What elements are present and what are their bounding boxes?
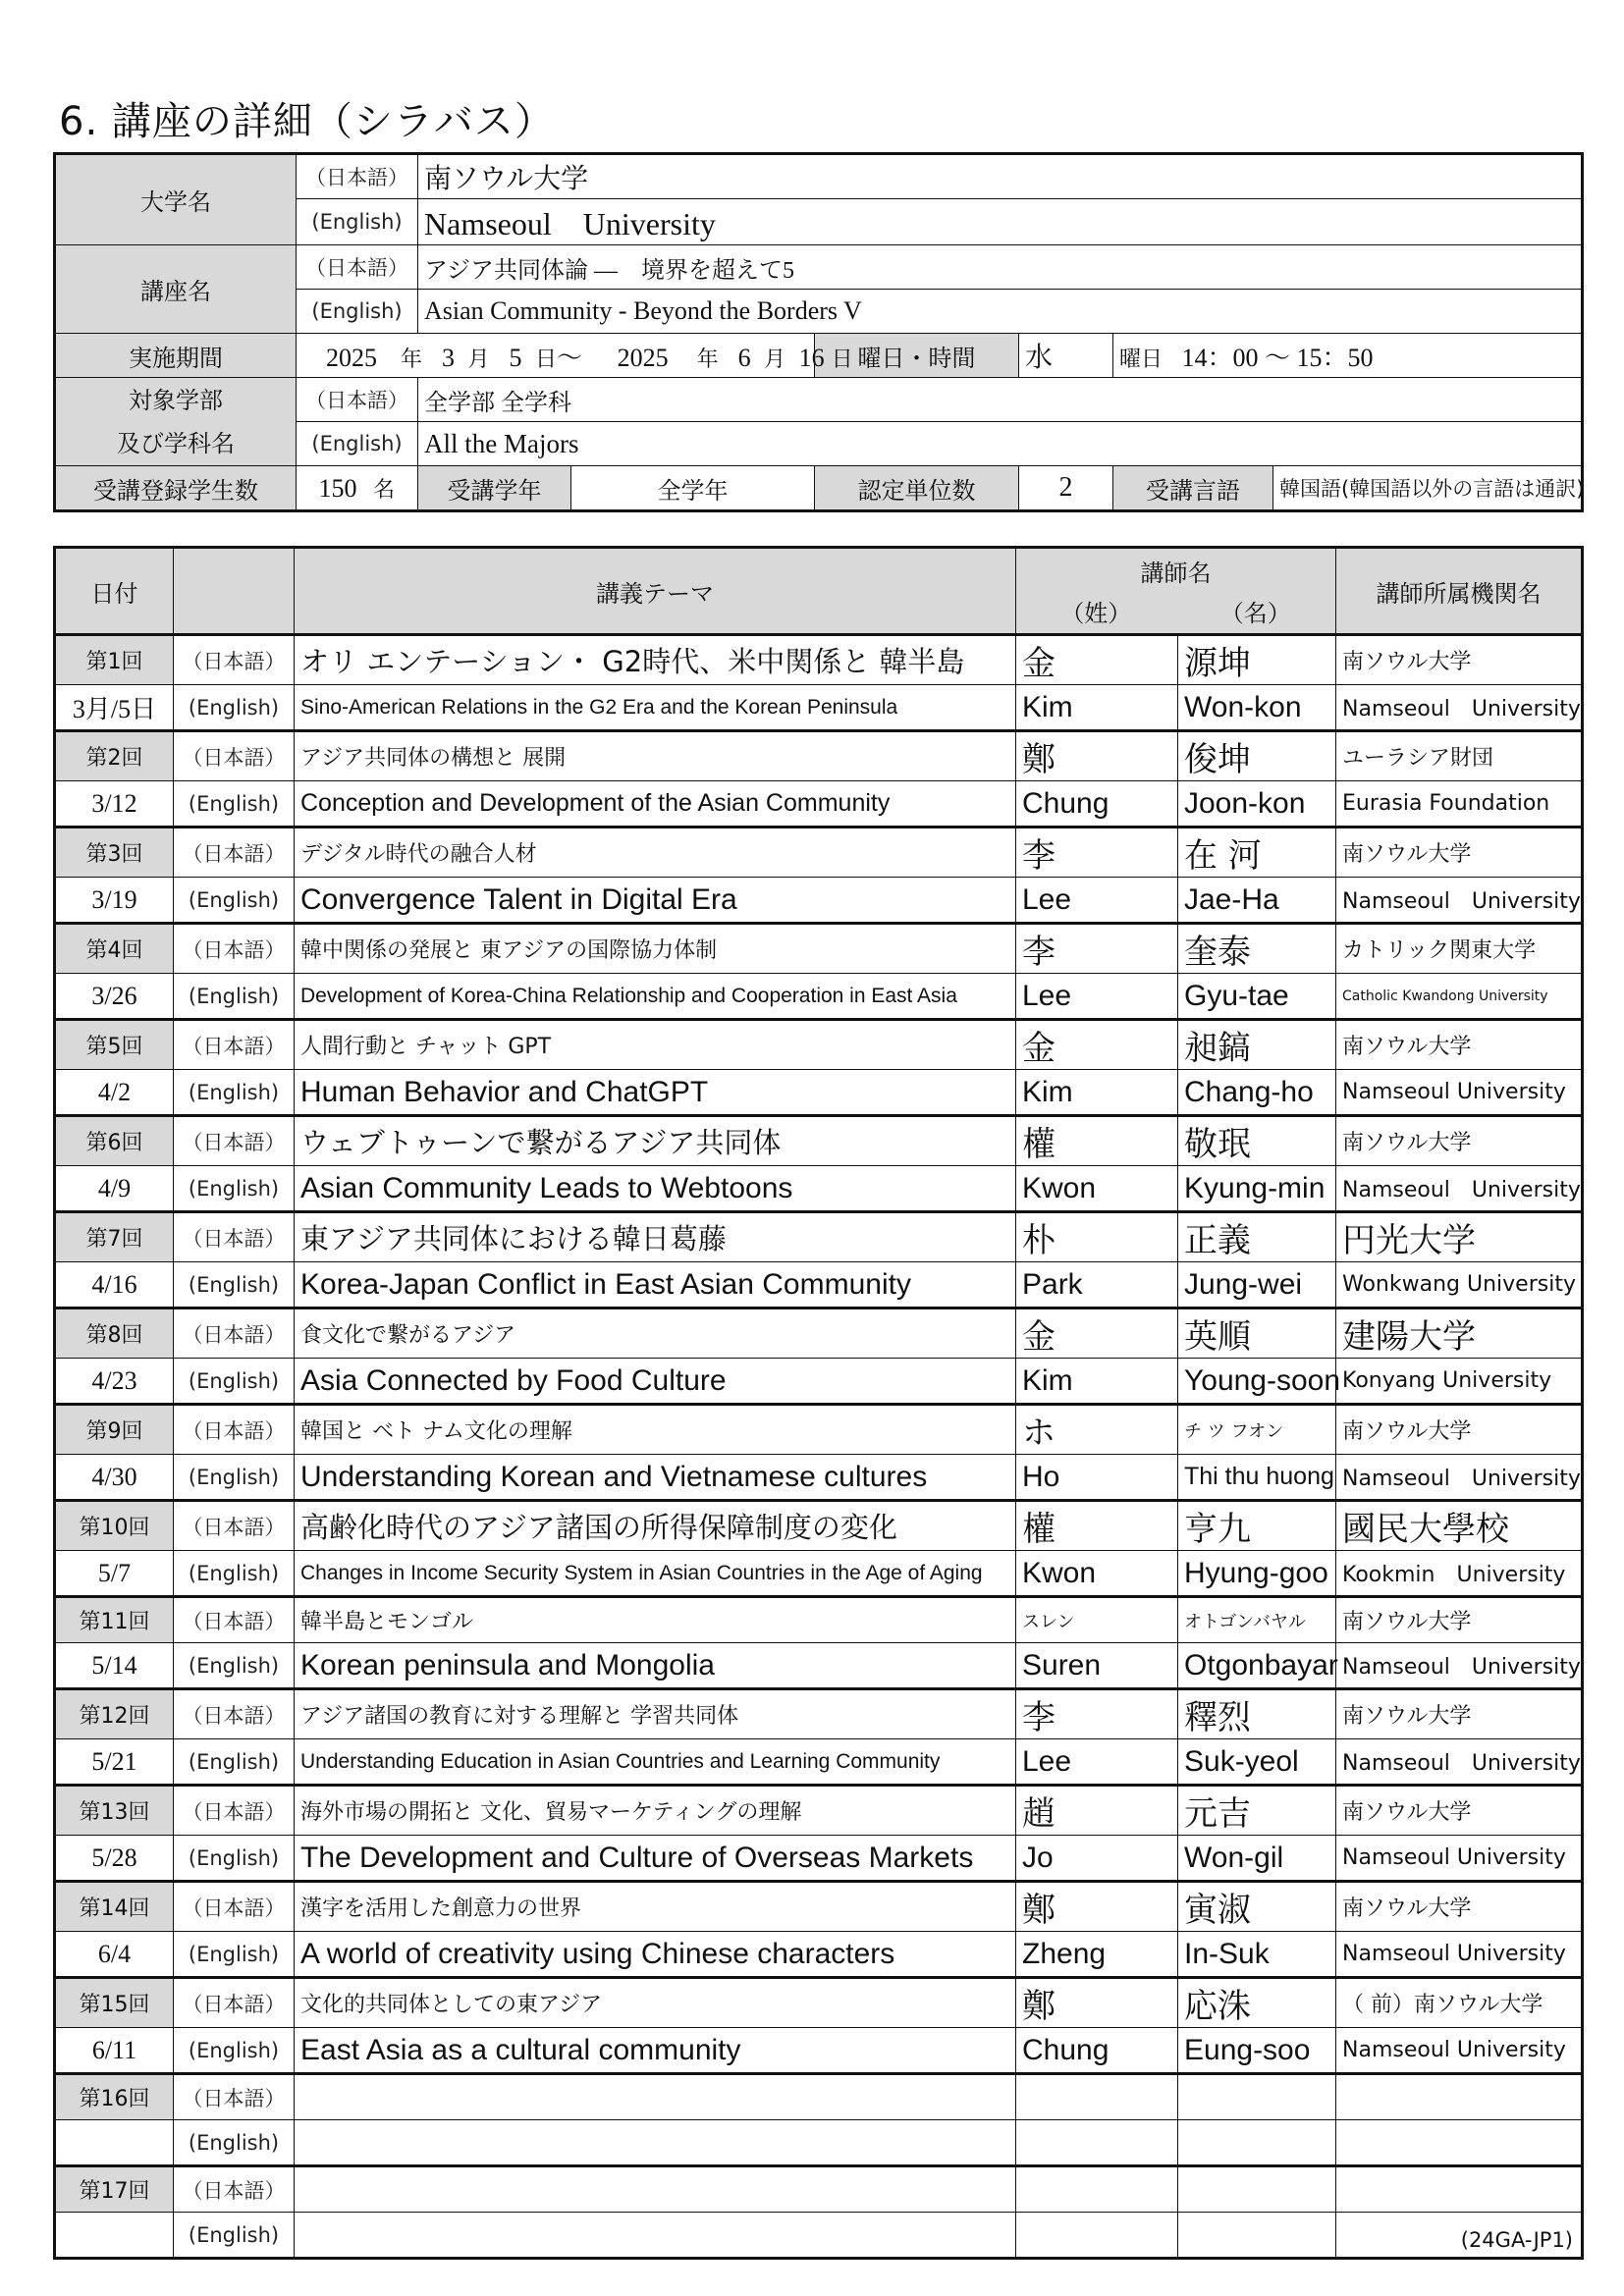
lecture-row-en <box>55 1166 1583 1212</box>
theme-ja: アジア共同体の構想と 展開 <box>295 731 1016 781</box>
lang-en-label: (English) <box>174 2028 295 2074</box>
lecture-row-ja <box>55 1786 1583 1836</box>
surname-en: Kim <box>1016 1070 1178 1116</box>
lecture-number: 第17回 <box>55 2166 174 2213</box>
lecture-number: 第11回 <box>55 1597 174 1643</box>
lecture-row-en <box>55 781 1583 828</box>
affiliation-ja: 南ソウル大学 <box>1336 1786 1583 1836</box>
theme-en: Asia Connected by Food Culture <box>295 1359 1016 1405</box>
lecture-number: 第4回 <box>55 924 174 974</box>
affiliation-ja: ユーラシア財団 <box>1336 731 1583 781</box>
affiliation-ja <box>1336 2074 1583 2120</box>
lecture-date: 6/11 <box>55 2028 174 2074</box>
lang-ja-label: （日本語） <box>174 731 295 781</box>
surname-en: Chung <box>1016 781 1178 828</box>
lang-en-label: (English) <box>297 290 418 334</box>
lang-ja-label: （日本語） <box>297 154 418 199</box>
theme-ja: 人間行動と チャット GPT <box>295 1020 1016 1070</box>
lang-ja-label: （日本語） <box>174 1501 295 1551</box>
lang-en-label: (English) <box>174 1643 295 1689</box>
theme-ja: 韓半島とモンゴル <box>295 1597 1016 1643</box>
given-ja: 俊坤 <box>1178 731 1336 781</box>
surname-ja: 鄭 <box>1016 1978 1178 2028</box>
given-en <box>1178 2120 1336 2166</box>
affiliation-ja: （ 前）南ソウル大学 <box>1336 1978 1583 2028</box>
given-en: Won-gil <box>1178 1836 1336 1882</box>
lang-en-label: (English) <box>174 685 295 731</box>
surname-ja: 李 <box>1016 1689 1178 1739</box>
given-en: Gyu-tae <box>1178 974 1336 1020</box>
affiliation-ja: 建陽大学 <box>1336 1308 1583 1359</box>
surname-en: Kim <box>1016 685 1178 731</box>
given-en: Otgonbayar <box>1178 1643 1336 1689</box>
theme-header: 講義テーマ <box>295 548 1016 635</box>
given-ja: 寅淑 <box>1178 1882 1336 1932</box>
affiliation-en: Namseoul University <box>1336 2028 1583 2074</box>
lecture-date: 3/19 <box>55 878 174 924</box>
theme-en: Understanding Education in Asian Countries and Learning Community <box>295 1739 1016 1786</box>
students-unit: 名 <box>373 476 396 502</box>
theme-en <box>295 2120 1016 2166</box>
lecture-date: 4/23 <box>55 1359 174 1405</box>
lecture-number: 第15回 <box>55 1978 174 2028</box>
surname-en <box>1016 2213 1178 2259</box>
lang-en-label: (English) <box>174 2213 295 2259</box>
lecture-row-ja <box>55 1501 1583 1551</box>
surname-en: Zheng <box>1016 1932 1178 1978</box>
lang-ja-label: （日本語） <box>174 828 295 878</box>
given-ja: チ ツ フオン <box>1178 1405 1336 1455</box>
theme-ja: デジタル時代の融合人材 <box>295 828 1016 878</box>
lecture-date: 4/16 <box>55 1262 174 1308</box>
year-unit: 年 <box>696 346 719 371</box>
lang-en-label: (English) <box>174 781 295 828</box>
affiliation-en: Catholic Kwandong University <box>1336 974 1583 1020</box>
lecture-date: 4/30 <box>55 1455 174 1501</box>
affiliation-en: Namseoul University <box>1336 878 1583 924</box>
theme-ja <box>295 2166 1016 2213</box>
date-header: 日付 <box>55 548 174 635</box>
lang-en-label: (English) <box>174 1836 295 1882</box>
surname-en: Ho <box>1016 1455 1178 1501</box>
lecture-row-en <box>55 2213 1583 2259</box>
affiliation-en: Wonkwang University <box>1336 1262 1583 1308</box>
credits-value: 2 <box>1019 466 1113 511</box>
lecture-row-en <box>55 685 1583 731</box>
theme-en: Korea-Japan Conflict in East Asian Community <box>295 1262 1016 1308</box>
lecture-number: 第10回 <box>55 1501 174 1551</box>
lecture-row-ja <box>55 1020 1583 1070</box>
lecture-row-ja <box>55 1597 1583 1643</box>
tilde: ～ <box>1265 343 1291 372</box>
lang-ja-label: （日本語） <box>174 1882 295 1932</box>
surname-ja <box>1016 2074 1178 2120</box>
lang-en-label: (English) <box>174 878 295 924</box>
credits-label: 認定単位数 <box>815 466 1019 511</box>
given-ja: 釋烈 <box>1178 1689 1336 1739</box>
theme-ja: 文化的共同体としての東アジア <box>295 1978 1016 2028</box>
language-value: 韓国語(韓国語以外の言語は通訳) <box>1273 466 1583 511</box>
lang-ja-label: （日本語） <box>174 1405 295 1455</box>
end-year: 2025 <box>617 343 669 372</box>
affiliation-en: Eurasia Foundation <box>1336 781 1583 828</box>
affiliation-en: Namseoul University <box>1336 685 1583 731</box>
university-ja: 南ソウル大学 <box>418 154 1583 199</box>
surname-ja <box>1016 2166 1178 2213</box>
lecture-date: 4/2 <box>55 1070 174 1116</box>
course-label: 講座名 <box>55 245 297 334</box>
affiliation-en <box>1336 2120 1583 2166</box>
theme-ja: ウェブトゥーンで繋がるアジア共同体 <box>295 1116 1016 1166</box>
lang-ja-label: （日本語） <box>174 1786 295 1836</box>
surname-ja: 權 <box>1016 1501 1178 1551</box>
given-ja: 英順 <box>1178 1308 1336 1359</box>
lecture-number: 第13回 <box>55 1786 174 1836</box>
lang-ja-label: （日本語） <box>174 2074 295 2120</box>
lang-ja-label: （日本語） <box>174 2166 295 2213</box>
theme-en: Convergence Talent in Digital Era <box>295 878 1016 924</box>
lecture-row-en <box>55 974 1583 1020</box>
surname-ja: 朴 <box>1016 1212 1178 1262</box>
given-ja: 奎泰 <box>1178 924 1336 974</box>
theme-en: Human Behavior and ChatGPT <box>295 1070 1016 1116</box>
given-ja: 在 河 <box>1178 828 1336 878</box>
theme-en <box>295 2213 1016 2259</box>
theme-ja: 食文化で繋がるアジア <box>295 1308 1016 1359</box>
theme-en: Development of Korea-China Relationship and Cooperation in East Asia <box>295 974 1016 1020</box>
year-unit: 年 <box>401 346 423 371</box>
time-value <box>1113 334 1583 378</box>
surname-ja: 金 <box>1016 1020 1178 1070</box>
theme-en: Asian Community Leads to Webtoons <box>295 1166 1016 1212</box>
lecture-date <box>55 2213 174 2259</box>
lecture-number: 第5回 <box>55 1020 174 1070</box>
given-ja <box>1178 2166 1336 2213</box>
lecture-row-en <box>55 1739 1583 1786</box>
lang-en-label: (English) <box>174 1262 295 1308</box>
lecture-number: 第9回 <box>55 1405 174 1455</box>
theme-en: Understanding Korean and Vietnamese cultures <box>295 1455 1016 1501</box>
given-en: Thi thu huong <box>1178 1455 1336 1501</box>
lang-en-label: (English) <box>174 1070 295 1116</box>
month-unit: 月 <box>467 346 490 371</box>
month-unit: 月 <box>764 346 786 371</box>
students-value <box>297 466 418 511</box>
given-ja: 正義 <box>1178 1212 1336 1262</box>
weekday-unit: 曜日 <box>1119 346 1164 371</box>
theme-en: Conception and Development of the Asian Community <box>295 781 1016 828</box>
surname-en: Chung <box>1016 2028 1178 2074</box>
lecture-date: 3月/5日 <box>55 685 174 731</box>
weekday-time-label: 曜日・時間 <box>815 334 1019 378</box>
lang-ja-label: （日本語） <box>174 924 295 974</box>
given-en: In-Suk <box>1178 1932 1336 1978</box>
affiliation-ja: 南ソウル大学 <box>1336 1689 1583 1739</box>
affiliation-en: Namseoul University <box>1336 1836 1583 1882</box>
lang-en-label: (English) <box>174 1359 295 1405</box>
surname-ja: 趙 <box>1016 1786 1178 1836</box>
affiliation-en: Namseoul University <box>1336 1455 1583 1501</box>
students-count: 150 <box>318 473 357 503</box>
affiliation-en: Konyang University <box>1336 1359 1583 1405</box>
given-en: Suk-yeol <box>1178 1739 1336 1786</box>
form-code: (24GA-JP1) <box>1460 2228 1573 2252</box>
end-day: 16 <box>798 343 825 372</box>
lecture-row-ja <box>55 1116 1583 1166</box>
schedule-table <box>53 546 1584 2260</box>
lecture-row-en <box>55 1836 1583 1882</box>
lang-ja-label: （日本語） <box>174 1978 295 2028</box>
faculty-ja: 全学部 全学科 <box>418 378 1583 422</box>
affiliation-en: Namseoul University <box>1336 1932 1583 1978</box>
affiliation-en: Namseoul University <box>1336 1070 1583 1116</box>
affiliation-ja: 國民大學校 <box>1336 1501 1583 1551</box>
day-unit: 日 <box>535 346 558 371</box>
surname-en: Lee <box>1016 1739 1178 1786</box>
time-from: 14：00 <box>1181 343 1259 372</box>
lang-en-label: (English) <box>174 1455 295 1501</box>
students-label: 受講登録学生数 <box>55 466 297 511</box>
weekday: 水 <box>1019 334 1113 378</box>
surname-ja: 金 <box>1016 1308 1178 1359</box>
theme-en: Sino-American Relations in the G2 Era and the Korean Peninsula <box>295 685 1016 731</box>
affiliation-ja: 南ソウル大学 <box>1336 1116 1583 1166</box>
lang-en-label: (English) <box>174 974 295 1020</box>
lang-en-label: (English) <box>174 1932 295 1978</box>
lang-ja-label: （日本語） <box>174 1689 295 1739</box>
affiliation-ja <box>1336 2166 1583 2213</box>
affiliation-ja: 南ソウル大学 <box>1336 1405 1583 1455</box>
lecture-row-en <box>55 2120 1583 2166</box>
surname-en: Lee <box>1016 974 1178 1020</box>
given-en: Young-soon <box>1178 1359 1336 1405</box>
lecture-date <box>55 2120 174 2166</box>
lang-ja-label: （日本語） <box>174 1116 295 1166</box>
lang-ja-label: （日本語） <box>174 1308 295 1359</box>
lecture-row-ja <box>55 731 1583 781</box>
surname-en: Jo <box>1016 1836 1178 1882</box>
lecture-date: 6/4 <box>55 1932 174 1978</box>
given-ja: 昶鎬 <box>1178 1020 1336 1070</box>
end-month: 6 <box>737 343 751 372</box>
lecture-date: 4/9 <box>55 1166 174 1212</box>
affiliation-ja: カトリック関東大学 <box>1336 924 1583 974</box>
lecturer-header-label: 講師名 <box>1140 560 1212 587</box>
surname-en: Kwon <box>1016 1551 1178 1597</box>
surname-ja: 李 <box>1016 924 1178 974</box>
theme-en: East Asia as a cultural community <box>295 2028 1016 2074</box>
lecture-number: 第1回 <box>55 635 174 685</box>
affiliation-header: 講師所属機関名 <box>1336 548 1583 635</box>
surname-en: Park <box>1016 1262 1178 1308</box>
page-title: 6. 講座の詳細（シラバス） <box>59 99 555 144</box>
lecture-row-ja <box>55 635 1583 685</box>
lecture-row-en <box>55 1455 1583 1501</box>
lecture-number: 第16回 <box>55 2074 174 2120</box>
surname-ja: 李 <box>1016 828 1178 878</box>
lecture-row-en <box>55 878 1583 924</box>
time-to: 15：50 <box>1296 343 1374 372</box>
lecture-row-ja <box>55 2074 1583 2120</box>
lang-ja-label: （日本語） <box>297 378 418 422</box>
lang-ja-label: （日本語） <box>174 635 295 685</box>
affiliation-en: Namseoul University <box>1336 1166 1583 1212</box>
lang-ja-label: （日本語） <box>297 245 418 290</box>
given-en: Won-kon <box>1178 685 1336 731</box>
course-en: Asian Community - Beyond the Borders V <box>418 290 1583 334</box>
surname-ja: 權 <box>1016 1116 1178 1166</box>
theme-ja: 東アジア共同体における韓日葛藤 <box>295 1212 1016 1262</box>
lecture-row-en <box>55 1643 1583 1689</box>
theme-ja: 漢字を活用した創意力の世界 <box>295 1882 1016 1932</box>
theme-en: Korean peninsula and Mongolia <box>295 1643 1016 1689</box>
lang-en-label: (English) <box>297 422 418 466</box>
surname-ja: ホ <box>1016 1405 1178 1455</box>
given-ja: 源坤 <box>1178 635 1336 685</box>
lecture-number: 第3回 <box>55 828 174 878</box>
lecture-number: 第7回 <box>55 1212 174 1262</box>
given-ja: オトゴンバヤル <box>1178 1597 1336 1643</box>
theme-ja: 海外市場の開拓と 文化、貿易マーケティングの理解 <box>295 1786 1016 1836</box>
start-year: 2025 <box>326 343 377 372</box>
period-value <box>297 334 853 378</box>
surname-ja: 鄭 <box>1016 1882 1178 1932</box>
affiliation-ja: 南ソウル大学 <box>1336 1020 1583 1070</box>
given-en <box>1178 2213 1336 2259</box>
lecture-number: 第6回 <box>55 1116 174 1166</box>
given-en: Jung-wei <box>1178 1262 1336 1308</box>
grade-value: 全学年 <box>571 466 815 511</box>
affiliation-ja: 円光大学 <box>1336 1212 1583 1262</box>
theme-en: The Development and Culture of Overseas Markets <box>295 1836 1016 1882</box>
university-label: 大学名 <box>55 154 297 245</box>
lecture-row-ja <box>55 1978 1583 2028</box>
given-ja: 亨九 <box>1178 1501 1336 1551</box>
start-day: 5 <box>509 343 522 372</box>
grade-label: 受講学年 <box>418 466 571 511</box>
theme-ja: 高齢化時代のアジア諸国の所得保障制度の変化 <box>295 1501 1016 1551</box>
theme-en: A world of creativity using Chinese characters <box>295 1932 1016 1978</box>
course-ja: アジア共同体論 ― 境界を超えて5 <box>418 245 1583 290</box>
start-month: 3 <box>442 343 456 372</box>
lecture-row-ja <box>55 2166 1583 2213</box>
lecture-date: 5/28 <box>55 1836 174 1882</box>
theme-en: Changes in Income Security System in Asian Countries in the Age of Aging <box>295 1551 1016 1597</box>
affiliation-en: Namseoul University <box>1336 1739 1583 1786</box>
affiliation-ja: 南ソウル大学 <box>1336 635 1583 685</box>
lecturer-header <box>1016 548 1336 635</box>
lecture-date: 5/21 <box>55 1739 174 1786</box>
surname-ja: 金 <box>1016 635 1178 685</box>
lecture-row-en <box>55 2028 1583 2074</box>
surname-ja: スレン <box>1016 1597 1178 1643</box>
lecture-row-ja <box>55 1308 1583 1359</box>
theme-ja <box>295 2074 1016 2120</box>
lecture-number: 第14回 <box>55 1882 174 1932</box>
tilde: ～ <box>557 343 583 372</box>
language-label: 受講言語 <box>1113 466 1273 511</box>
lang-en-label: (English) <box>174 1739 295 1786</box>
lang-en-label: (English) <box>174 2120 295 2166</box>
surname-header: （姓） <box>1060 600 1132 627</box>
lecture-row-en <box>55 1359 1583 1405</box>
day-unit: 日 <box>831 346 853 371</box>
faculty-label: 対象学部 及び学科名 <box>55 378 297 466</box>
theme-ja: オリ エンテーション・ G2時代、米中関係と 韓半島 <box>295 635 1016 685</box>
given-en: Eung-soo <box>1178 2028 1336 2074</box>
lecture-number: 第12回 <box>55 1689 174 1739</box>
given-en: Jae-Ha <box>1178 878 1336 924</box>
lecture-number: 第2回 <box>55 731 174 781</box>
lecture-row-ja <box>55 1689 1583 1739</box>
given-ja: 元吉 <box>1178 1786 1336 1836</box>
lecture-date: 5/7 <box>55 1551 174 1597</box>
surname-en: Suren <box>1016 1643 1178 1689</box>
given-header: （名） <box>1219 600 1291 627</box>
affiliation-en: Kookmin University <box>1336 1551 1583 1597</box>
theme-ja: 韓中関係の発展と 東アジアの国際協力体制 <box>295 924 1016 974</box>
lang-en-label: (English) <box>174 1551 295 1597</box>
period-label: 実施期間 <box>55 334 297 378</box>
course-info-table <box>53 152 1584 512</box>
lecture-row-ja <box>55 924 1583 974</box>
theme-ja: 韓国と ベト ナム文化の理解 <box>295 1405 1016 1455</box>
affiliation-ja: 南ソウル大学 <box>1336 1597 1583 1643</box>
lecture-row-en <box>55 1070 1583 1116</box>
surname-en: Kwon <box>1016 1166 1178 1212</box>
lang-ja-label: （日本語） <box>174 1020 295 1070</box>
lecture-row-en <box>55 1262 1583 1308</box>
blank-header <box>174 548 295 635</box>
lang-ja-label: （日本語） <box>174 1597 295 1643</box>
lecture-row-ja <box>55 1405 1583 1455</box>
lecture-date: 3/26 <box>55 974 174 1020</box>
faculty-en: All the Majors <box>418 422 1583 466</box>
lang-en-label: (English) <box>297 199 418 245</box>
affiliation-ja: 南ソウル大学 <box>1336 1882 1583 1932</box>
lang-ja-label: （日本語） <box>174 1212 295 1262</box>
lecture-date: 5/14 <box>55 1643 174 1689</box>
surname-en: Lee <box>1016 878 1178 924</box>
surname-ja: 鄭 <box>1016 731 1178 781</box>
theme-ja: アジア諸国の教育に対する理解と 学習共同体 <box>295 1689 1016 1739</box>
lecture-row-en <box>55 1551 1583 1597</box>
given-en: Joon-kon <box>1178 781 1336 828</box>
lecture-row-ja <box>55 1882 1583 1932</box>
lecture-date: 3/12 <box>55 781 174 828</box>
lang-en-label: (English) <box>174 1166 295 1212</box>
given-en: Chang-ho <box>1178 1070 1336 1116</box>
given-ja: 応洙 <box>1178 1978 1336 2028</box>
university-en: Namseoul University <box>418 199 1583 245</box>
affiliation-en: Namseoul University <box>1336 1643 1583 1689</box>
lecture-row-ja <box>55 828 1583 878</box>
lecture-number: 第8回 <box>55 1308 174 1359</box>
lecture-row-en <box>55 1932 1583 1978</box>
surname-en: Kim <box>1016 1359 1178 1405</box>
lecture-row-ja <box>55 1212 1583 1262</box>
surname-en <box>1016 2120 1178 2166</box>
given-ja <box>1178 2074 1336 2120</box>
given-en: Hyung-goo <box>1178 1551 1336 1597</box>
given-ja: 敬珉 <box>1178 1116 1336 1166</box>
affiliation-ja: 南ソウル大学 <box>1336 828 1583 878</box>
given-en: Kyung-min <box>1178 1166 1336 1212</box>
